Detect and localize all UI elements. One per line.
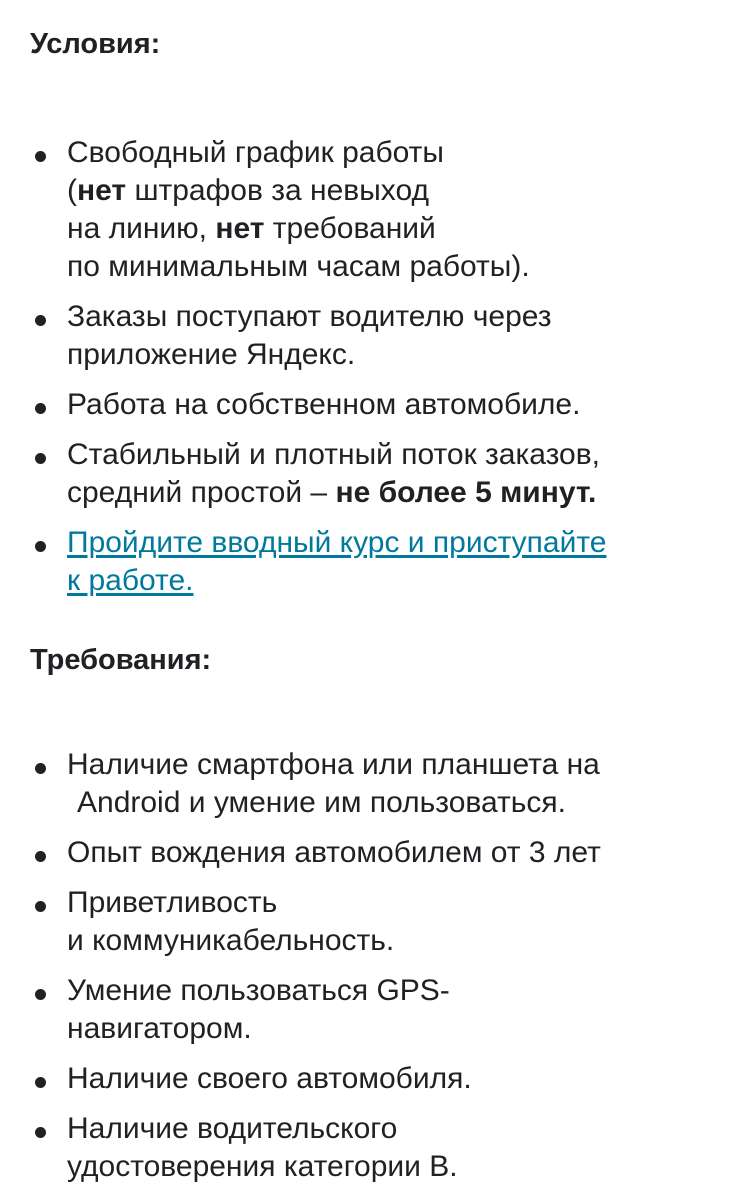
conditions-heading: Условия: bbox=[30, 28, 161, 60]
list-item-text: навигатором. bbox=[67, 1012, 252, 1045]
requirements-list bbox=[30, 746, 713, 1186]
list-item-text: удостоверения категории В. bbox=[67, 1150, 458, 1183]
list-item-text: Приветливость bbox=[67, 886, 278, 919]
list-item bbox=[30, 436, 713, 512]
list-item-text: Умение пользоваться GPS- bbox=[67, 974, 450, 1007]
bold-text: не более 5 минут. bbox=[335, 476, 597, 509]
text-fragment: требований bbox=[264, 212, 436, 245]
bullet-icon bbox=[35, 541, 46, 552]
bullet-icon bbox=[35, 151, 46, 162]
conditions-list bbox=[30, 134, 713, 600]
list-item-text: Наличие водительского bbox=[67, 1112, 398, 1145]
bold-text: нет bbox=[77, 174, 127, 207]
bullet-icon bbox=[35, 851, 46, 862]
text-fragment: ( bbox=[67, 174, 77, 207]
bullet-icon bbox=[35, 315, 46, 326]
list-item bbox=[30, 884, 713, 960]
list-item-text: Заказы поступают водителю через bbox=[67, 300, 552, 333]
text-fragment: средний простой – bbox=[67, 476, 336, 509]
list-item-text: Наличие смартфона или планшета на bbox=[67, 748, 600, 781]
list-item-text: Работа на собственном автомобиле. bbox=[67, 388, 581, 421]
list-item bbox=[30, 386, 713, 424]
list-item-text: по минимальным часам работы). bbox=[67, 250, 530, 283]
bullet-icon bbox=[35, 403, 46, 414]
list-item bbox=[30, 746, 713, 822]
text-fragment: штрафов за невыход bbox=[126, 174, 429, 207]
bullet-icon bbox=[35, 763, 46, 774]
bold-text: нет bbox=[215, 212, 265, 245]
list-item bbox=[30, 834, 713, 872]
list-item-text: Наличие своего автомобиля. bbox=[67, 1062, 472, 1095]
list-item-text: Свободный график работы bbox=[67, 136, 444, 169]
bullet-icon bbox=[35, 1077, 46, 1088]
list-item bbox=[30, 1110, 713, 1186]
bullet-icon bbox=[35, 989, 46, 1000]
list-item bbox=[30, 972, 713, 1048]
list-item-text bbox=[67, 474, 713, 512]
list-item bbox=[30, 134, 713, 286]
list-item-text: Стабильный и плотный поток заказов, bbox=[67, 438, 600, 471]
bullet-icon bbox=[35, 901, 46, 912]
bullet-icon bbox=[35, 453, 46, 464]
list-item bbox=[30, 298, 713, 374]
text-fragment: на линию, bbox=[67, 212, 216, 245]
bullet-icon bbox=[35, 1127, 46, 1138]
list-item-text: и коммуникабельность. bbox=[67, 924, 395, 957]
list-item-text: приложение Яндекс. bbox=[67, 338, 356, 371]
course-link[interactable] bbox=[67, 524, 713, 600]
list-item bbox=[30, 1060, 713, 1098]
list-item-text: Android и умение им пользоваться. bbox=[77, 786, 566, 819]
list-item bbox=[30, 524, 713, 600]
link-text[interactable]: к работе. bbox=[67, 564, 194, 597]
link-text[interactable]: Пройдите вводный курс и приступайте bbox=[67, 526, 607, 559]
list-item-text bbox=[67, 172, 713, 210]
list-item-text bbox=[67, 210, 713, 248]
list-item-text: Опыт вождения автомобилем от 3 лет bbox=[67, 836, 601, 869]
requirements-heading: Требования: bbox=[30, 644, 212, 676]
